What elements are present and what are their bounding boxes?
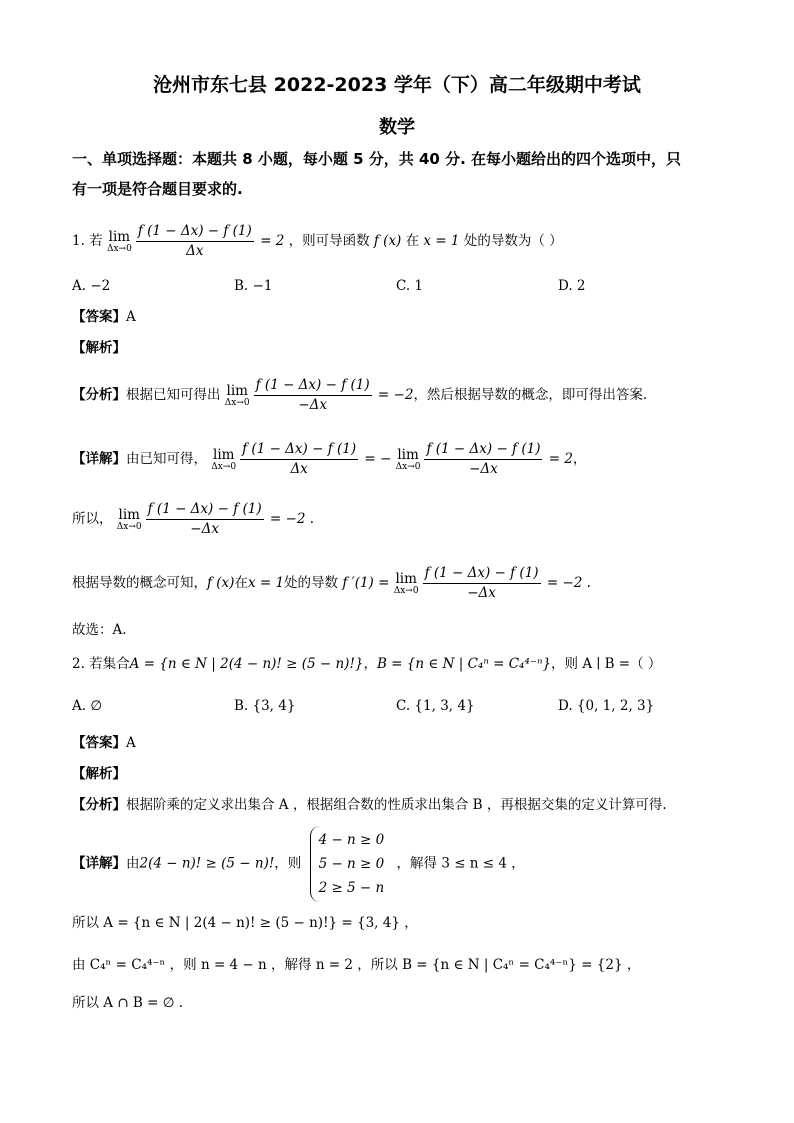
q1-option-d: D. 2: [558, 278, 586, 294]
q1-fenxi-fraction: [254, 376, 372, 415]
q2-number: 2. 若集合: [72, 656, 130, 672]
q1-fx: f (x): [373, 233, 402, 249]
q1-answer-value: A: [126, 309, 136, 325]
lim-symbol: lim Δx→0: [393, 570, 419, 596]
q2-analysis-tag: 【解析】: [72, 766, 126, 782]
page-title: 沧州市东七县 2022-2023 学年（下）高二年级期中考试: [153, 74, 641, 96]
q1-answer: [72, 307, 734, 327]
q2-comma: ，: [363, 656, 377, 672]
numerator: f (1 − Δx) − f (1): [423, 564, 541, 584]
system-line-3: 2 ≥ 5 − n: [318, 880, 385, 896]
q2-option-b: B. {3, 4}: [234, 698, 296, 714]
xiangjie-tag: 【详解】: [72, 451, 126, 467]
q1-option-b: B. −1: [234, 278, 273, 294]
q1-fenxi-post: ，然后根据导数的概念，即可得出答案.: [413, 387, 648, 403]
q2-answer: [72, 733, 734, 753]
denominator: Δx: [290, 461, 308, 477]
q2-fenxi-text: 根据阶乘的定义求出集合 A ，根据组合数的性质求出集合 B ，再根据交集的定义计算可得.: [126, 797, 667, 813]
answer-tag: 【答案】: [72, 309, 126, 325]
section-heading: [72, 144, 734, 204]
section-heading-line2: 有一项是符合题目要求的.: [72, 180, 243, 198]
q1-numerator: f (1 − Δx) − f (1): [136, 222, 254, 242]
lim-symbol: lim Δx→0: [224, 382, 250, 408]
fraction: [240, 440, 358, 479]
q1-concept-x1: x = 1: [247, 575, 285, 591]
q1-xiangjie-mid: = −: [364, 451, 392, 467]
q2-line-a: 所以 A = {n ∈ N | 2(4 − n)! ≥ (5 − n)!} = {3, 4} ，: [72, 915, 418, 931]
xiangjie-tag: 【详解】: [72, 855, 126, 872]
answer-tag: 【答案】: [72, 735, 126, 751]
q2-line-end: 所以 A ∩ B = ∅ .: [72, 995, 184, 1011]
q1-xiangjie-eq: = 2: [548, 451, 573, 467]
q2-option-a: A. ∅: [72, 698, 103, 714]
lim-symbol: lim Δx→0: [116, 506, 142, 532]
q2-set-a: A = {n ∈ N | 2(4 − n)! ≥ (5 − n)!}: [129, 656, 364, 672]
denominator: −Δx: [190, 521, 219, 537]
q1-fenxi: [72, 376, 734, 415]
q2-options: [72, 696, 734, 716]
q1-stem-mid: ，则可导函数: [288, 233, 370, 249]
lim-symbol: lim Δx→0: [106, 228, 132, 254]
q1-concept-mid: 在: [234, 575, 248, 591]
subject-title: 数学: [379, 117, 415, 138]
inequality-system: [310, 826, 389, 902]
q2-stem-end: ，则 A ∣ B =（ ）: [551, 656, 662, 672]
section-heading-line1: 一、单项选择题：本题共 8 小题，每小题 5 分，共 40 分. 在每小题给出的四个选项中，只: [72, 150, 682, 168]
numerator: f (1 − Δx) − f (1): [254, 376, 372, 396]
lim-symbol: lim Δx→0: [395, 446, 421, 472]
q2-xiangjie-then: ，则: [274, 855, 302, 872]
q1-xiangjie-pre: 由已知可得，: [126, 451, 207, 467]
fenxi-tag: 【分析】: [72, 387, 126, 403]
fraction: [423, 564, 541, 603]
numerator: f (1 − Δx) − f (1): [146, 500, 264, 520]
q1-analysis-tag: 【解析】: [72, 340, 126, 356]
fraction: [146, 500, 264, 539]
q1-stem-end: 处的导数为（ ）: [463, 233, 563, 249]
q1-number: 1. 若: [72, 233, 103, 249]
q1-options: [72, 276, 734, 296]
q1-concept-eq: = −2 .: [546, 575, 591, 591]
denominator: −Δx: [298, 397, 327, 413]
q1-choose: 故选：A.: [72, 622, 127, 638]
numerator: f (1 − Δx) − f (1): [424, 440, 542, 460]
q1-fraction: [136, 222, 254, 261]
q1-option-c: C. 1: [396, 278, 424, 294]
q1-x1: x = 1: [423, 233, 460, 249]
numerator: f (1 − Δx) − f (1): [240, 440, 358, 460]
q1-concept-pre: 根据导数的概念可知，: [72, 575, 207, 591]
q1-concept-fx: f (x): [207, 575, 235, 591]
q1-concept-mid2: 处的导数: [284, 575, 339, 591]
q1-suoyi-eq: = −2 .: [269, 511, 315, 527]
q2-xiangjie-ineq: 2(4 − n)! ≥ (5 − n)!: [139, 855, 275, 872]
q1-fenxi-eq: = −2: [377, 387, 414, 403]
q1-stem: [72, 222, 734, 261]
q1-suoyi: [72, 500, 734, 539]
q2-xiangjie: [72, 826, 734, 902]
q1-eq: = 2: [260, 233, 285, 249]
q2-xiangjie-pre: 由: [126, 855, 140, 872]
q2-fenxi: [72, 795, 734, 815]
q2-set-b: B = {n ∈ N | C₄ⁿ = C₄⁴⁻ⁿ}: [376, 656, 552, 672]
q2-stem: [72, 654, 734, 674]
lim-symbol: lim Δx→0: [211, 446, 237, 472]
denominator: −Δx: [469, 461, 498, 477]
q1-concept-fp: f ′(1) =: [342, 575, 390, 591]
q1-suoyi-label: 所以，: [72, 511, 113, 527]
fraction: [424, 440, 542, 479]
system-line-1: 4 − n ≥ 0: [318, 832, 385, 848]
q1-option-a: A. −2: [72, 278, 111, 294]
q2-option-d: D. {0, 1, 2, 3}: [558, 698, 655, 714]
q1-concept: [72, 564, 734, 603]
q1-fenxi-pre: 根据已知可得出: [126, 387, 221, 403]
q1-at: 在: [405, 233, 420, 249]
fenxi-tag: 【分析】: [72, 797, 126, 813]
q2-option-c: C. {1, 3, 4}: [396, 698, 475, 714]
q2-line-b: 由 C₄ⁿ = C₄⁴⁻ⁿ ，则 n = 4 − n ，解得 n = 2 ，所以 B = {n ∈ N | C₄ⁿ = C₄⁴⁻ⁿ} = {2} ，: [72, 957, 641, 973]
q1-denominator: Δx: [186, 243, 204, 259]
q2-solve: ，解得 3 ≤ n ≤ 4 ，: [396, 855, 525, 872]
system-line-2: 5 − n ≥ 0: [318, 856, 385, 872]
q2-answer-value: A: [126, 735, 136, 751]
q1-xiangjie-end: ，: [572, 451, 587, 467]
denominator: −Δx: [467, 585, 496, 601]
q1-xiangjie: [72, 440, 734, 479]
